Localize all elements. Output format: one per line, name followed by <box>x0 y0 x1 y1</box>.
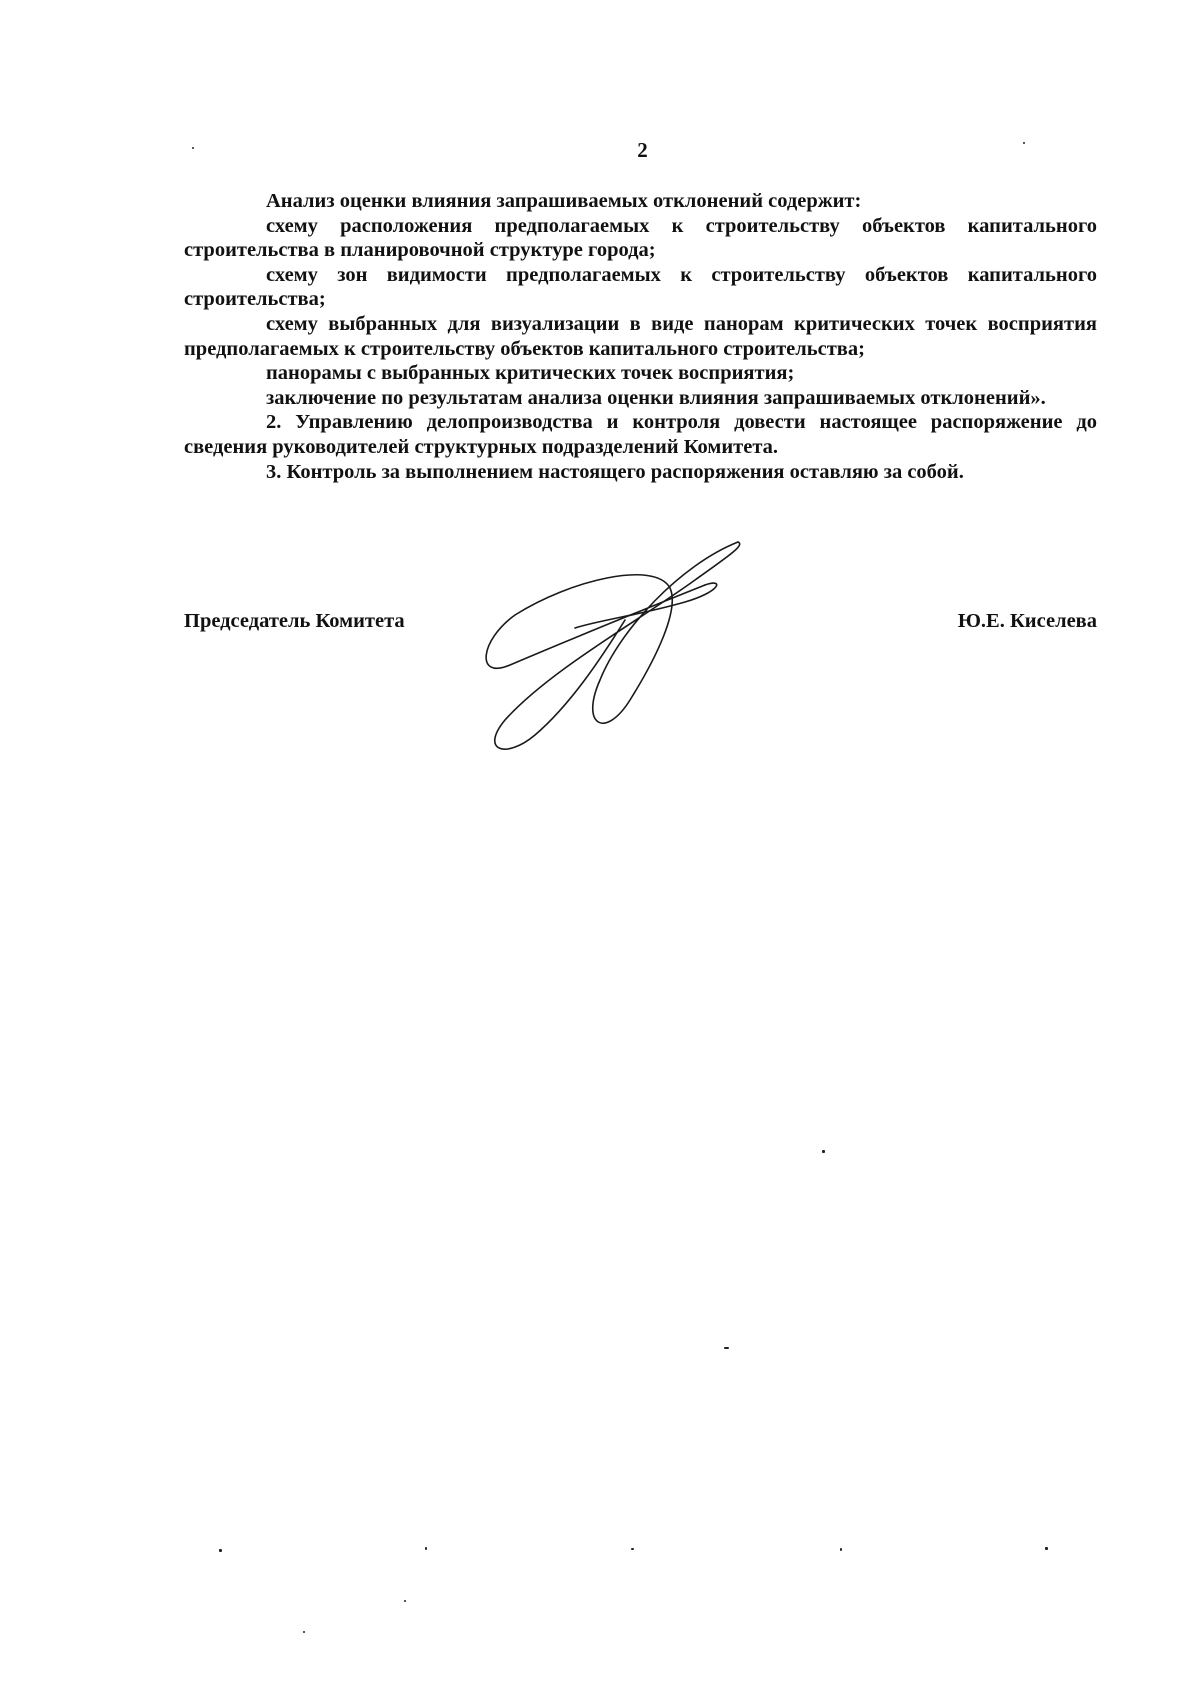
scan-speck <box>724 1347 729 1349</box>
paragraph-analysis-intro: Анализ оценки влияния запрашиваемых отклонений содержит: <box>266 190 862 212</box>
scan-speck <box>192 147 194 149</box>
paragraph-scheme-location: схему расположения предполагаемых к строительству объектов капитального строительства в планировочной структуре города; <box>184 214 1097 262</box>
scan-speck <box>425 1547 427 1550</box>
document-body <box>184 189 1097 484</box>
scan-speck <box>219 1549 222 1552</box>
scan-speck <box>631 1548 634 1550</box>
handwritten-signature <box>480 540 800 760</box>
scan-speck <box>1023 142 1025 144</box>
signer-position: Председатель Комитета <box>184 610 405 632</box>
scan-speck <box>303 1631 305 1633</box>
paragraph-conclusion: заключение по результатам анализа оценки влияния запрашиваемых отклонений». <box>266 386 1046 409</box>
paragraph-panoramas: панорамы с выбранных критических точек восприятия; <box>266 362 795 385</box>
scan-speck <box>404 1600 406 1602</box>
paragraph-item-2: 2. Управлению делопроизводства и контроля довести настоящее распоряжение до сведения руководителей структурных подразделений Комитета. <box>184 411 1097 458</box>
scan-speck <box>1045 1547 1048 1550</box>
paragraph-item-3: 3. Контроль за выполнением настоящего распоряжения оставляю за собой. <box>266 460 964 483</box>
page-number: 2 <box>637 138 648 162</box>
paragraph-scheme-visibility: схему зон видимости предполагаемых к строительству объектов капитального строительства; <box>184 263 1097 311</box>
signer-name: Ю.Е. Киселева <box>957 610 1097 632</box>
scan-speck <box>822 1150 825 1153</box>
scan-speck <box>840 1548 842 1551</box>
paragraph-scheme-panoramas: схему выбранных для визуализации в виде панорам критических точек восприятия предполагаемых к строительству объектов капитального строительства; <box>184 312 1097 360</box>
